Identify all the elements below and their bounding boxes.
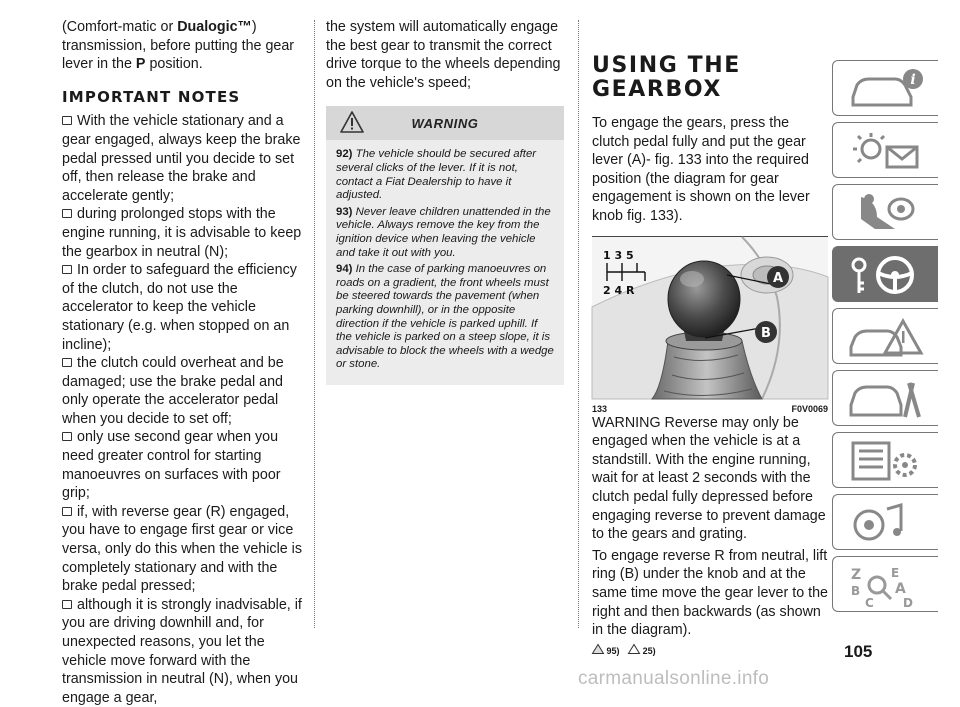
svg-text:A: A xyxy=(895,581,906,597)
caution-triangle-icon xyxy=(628,644,640,654)
intro-text-b: ) transmission, before putting the gear lever in the xyxy=(62,19,295,73)
notes-heading: IMPORTANT NOTES xyxy=(62,87,241,106)
checkbox-bullet-icon xyxy=(62,432,72,441)
warning-triangle-icon xyxy=(592,644,604,654)
svg-text:E: E xyxy=(891,566,900,580)
svg-text:C: C xyxy=(865,596,874,610)
warning-item xyxy=(336,206,554,260)
warning-number: 93) xyxy=(336,205,353,218)
checkbox-bullet-icon xyxy=(62,209,72,218)
tab-dashboard[interactable] xyxy=(832,122,938,178)
tab-multimedia[interactable] xyxy=(832,494,938,550)
note-item xyxy=(62,503,302,596)
notes-list xyxy=(62,112,302,707)
gear-paragraph-1: To engage the gears, press the clutch pedal fully and put the gear lever (A)- fig. 133 into the required position (the diagram for gear engagement is shown on the lever knob fig. 133). xyxy=(592,115,810,224)
checkbox-bullet-icon xyxy=(62,116,72,125)
car-info-icon xyxy=(847,67,927,111)
intro-text-c: position. xyxy=(145,56,203,73)
warning-text: The vehicle should be secured after several clicks of the lever. If it is not, contact a Fiat Dealership to have it adjusted. xyxy=(336,148,537,202)
checkbox-bullet-icon xyxy=(62,507,72,516)
tab-car-info[interactable] xyxy=(832,60,938,116)
column-left xyxy=(62,18,302,707)
warning-text: Never leave children unattended in the vehicle. Always remove the key from the ignition device when leaving the vehicle and take it out with you. xyxy=(336,205,551,259)
intro-text-a: (Comfort-matic or xyxy=(62,19,178,35)
warning-text: In the case of parking manoeuvres on roads on a gradient, the front wheels must be steered towards the pavement (when parking downhill), or in the opposite direction if the vehicle is parked uphill. If the vehicle is parked on a steep slope, it is advisable to block the wheels with a wedge or stone. xyxy=(336,263,554,371)
gear-lever-illustration xyxy=(592,237,828,399)
continuation-paragraph: the system will automatically engage the best gear to transmit the correct drive torque to the wheels depending on the vehicle's speed; xyxy=(326,19,561,91)
note-item xyxy=(62,596,302,707)
alphabetical-index-icon xyxy=(847,563,927,610)
references xyxy=(592,642,828,661)
note-item xyxy=(62,112,302,205)
brand-name: Dualogic™ xyxy=(177,19,252,35)
gear-pattern-top: 1 3 5 xyxy=(603,248,634,262)
checkbox-bullet-icon xyxy=(62,358,72,367)
warning-title: WARNING xyxy=(411,116,479,132)
reference-caution: 25) xyxy=(642,645,656,656)
column-divider xyxy=(578,20,579,628)
tab-emergency[interactable] xyxy=(832,308,938,364)
tab-maintenance[interactable] xyxy=(832,370,938,426)
intro-paragraph xyxy=(62,18,302,74)
figure-caption xyxy=(592,398,828,412)
warning-number: 92) xyxy=(336,148,353,161)
specs-list-icon xyxy=(847,439,927,483)
svg-text:i: i xyxy=(910,72,916,88)
note-text: during prolonged stops with the engine running, it is advisable to keep the gearbox in neutral (N); xyxy=(62,206,302,260)
warning-body xyxy=(326,140,564,385)
note-text: only use second gear when you need greater control for starting manoeuvres on surfaces with poor grip; xyxy=(62,429,281,502)
gearbox-heading: USING THE GEARBOX xyxy=(592,53,741,102)
warning-item xyxy=(336,148,554,202)
watermark: carmanualsonline.info xyxy=(578,668,770,689)
reference-warning: 95) xyxy=(606,645,620,656)
car-breakdown-icon xyxy=(847,315,927,359)
column-right xyxy=(592,18,828,660)
note-item xyxy=(62,428,302,502)
note-item xyxy=(62,205,302,261)
callout-b: B xyxy=(761,325,771,341)
gear-paragraph-3: To engage reverse R from neutral, lift ring (B) under the knob and at the same time move the gear lever to the right and then backwards (as shown in the diagram). xyxy=(592,547,829,639)
gear-paragraph-2: WARNING Reverse may only be engaged when the vehicle is at a standstill. With the engine running, wait for at least 2 seconds with the clutch pedal fully depressed before engaging reverse to prevent damage to the gears and grating. xyxy=(592,414,826,543)
tab-technical-data[interactable] xyxy=(832,432,938,488)
figure-number: 133 xyxy=(592,403,608,414)
airbag-seat-icon xyxy=(847,191,927,235)
column-divider xyxy=(314,20,315,628)
warning-number: 94) xyxy=(336,263,353,276)
svg-text:Z: Z xyxy=(851,567,862,583)
warning-item xyxy=(336,263,554,372)
checkbox-bullet-icon xyxy=(62,600,72,609)
note-item xyxy=(62,354,302,428)
gear-pattern-bottom: 2 4 R xyxy=(603,283,635,297)
svg-text:B: B xyxy=(851,584,861,598)
note-text: With the vehicle stationary and a gear engaged, always keep the brake pedal pressed until you decide to set off, then release the brake and accelerate gently; xyxy=(62,113,301,204)
checkbox-bullet-icon xyxy=(62,265,72,274)
tab-index[interactable] xyxy=(832,556,938,612)
page-number: 105 xyxy=(844,642,873,661)
key-steering-wheel-icon xyxy=(847,253,927,297)
figure-code: F0V0069 xyxy=(791,403,828,414)
note-text: In order to safeguard the efficiency of the clutch, do not use the accelerator to keep the vehicle stationary (e.g. when stopped on an incline); xyxy=(62,262,297,353)
warning-header xyxy=(326,106,564,140)
note-text: although it is strongly inadvisable, if you are driving downhill and, for unexpected reasons, you let the vehicle move forward with the transmission in neutral (N), when you engage a gear, xyxy=(62,596,302,706)
note-item xyxy=(62,261,302,354)
tab-safety[interactable] xyxy=(832,184,938,240)
callout-a: A xyxy=(772,270,784,286)
multimedia-icon xyxy=(847,501,927,545)
column-middle xyxy=(326,18,564,385)
note-text: the clutch could overheat and be damaged; use the brake pedal and only operate the accelerator pedal when you decide to set off; xyxy=(62,355,284,427)
car-service-icon xyxy=(847,377,927,421)
dashboard-lights-icon xyxy=(847,129,927,173)
gear-lever-figure xyxy=(592,236,828,398)
svg-text:D: D xyxy=(903,596,913,610)
park-letter: P xyxy=(135,56,146,73)
tab-starting-driving[interactable] xyxy=(832,246,938,302)
note-text: if, with reverse gear (R) engaged, you have to engage first gear or vice versa, only do this when the vehicle is completely stationary and with the brake pedal pressed; xyxy=(62,503,302,595)
